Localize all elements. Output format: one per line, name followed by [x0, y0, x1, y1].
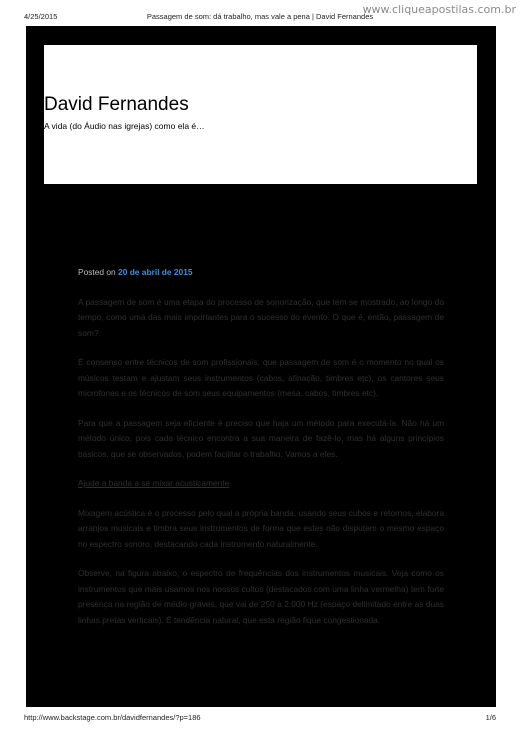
site-tagline: A vida (do Áudio nas igrejas) como ela é…	[44, 121, 205, 131]
post-paragraph: É consenso entre técnicos de som profissionais, que passagem de som é o momento no qual os músicos testam e ajustam seus instrumentos (cabos, afinação, timbres etc), os cantores seus microfones e os técnicos de som seus equipamentos (mesa, cabos, timbres etc).	[78, 357, 444, 398]
post-subheading: Ajude a banda a se mixar acusticamente	[78, 478, 230, 488]
post-paragraph: Para que a passagem seja eficiente é preciso que haja um método para executá-la. Não há um método único, pois cada técnico encontra a sua maneira de fazê-lo, mas há alguns princípios básicos, que se observados, podem facilitar o trabalho. Vamos a eles.	[78, 417, 444, 459]
print-date: 4/25/2015	[24, 12, 58, 21]
print-url: http://www.backstage.com.br/davidfernandes/?p=186	[24, 713, 201, 722]
print-page-number: 1/6	[485, 713, 496, 722]
post-date-link[interactable]: 20 de abril de 2015	[118, 267, 193, 277]
watermark: www.cliqueapostilas.com.br	[362, 3, 516, 16]
print-document-title: Passagem de som: dá trabalho, mas vale a pena | David Fernandes	[146, 12, 374, 21]
post-paragraph: Mixagem acústica é o processo pelo qual a própria banda, usando seus cubos e retornos, elabora arranjos musicais e timbra seus instrumentos de forma que estes não disputem o mesmo espaço no espectro sonoro, destacando cada instrumento naturalmente.	[78, 507, 444, 549]
post-paragraph: A passagem de som é uma etapa do processo de sonorização, que tem se mostrado, ao longo do tempo, como uma das mais importantes para o sucesso do evento. O que é, então, passagem de som?	[78, 296, 444, 338]
posted-on-label: Posted on	[78, 267, 119, 277]
site-header	[44, 45, 477, 184]
post-article	[78, 265, 444, 642]
post-meta	[78, 265, 444, 281]
post-paragraph: Observe, na figura abaixo, o espectro de frequências dos instrumentos musicais. Veja como os instrumentos que mais usamos nos nossos cultos (destacados com uma linha vermelha) tem forte presença na região de médio-graves, que vai de 250 a 2.000 Hz (espaço delimitado entre as duas linhas pretas verticais). É tendência natural, que esta região fique congestionada.	[78, 568, 444, 625]
site-title[interactable]: David Fernandes	[44, 94, 189, 115]
